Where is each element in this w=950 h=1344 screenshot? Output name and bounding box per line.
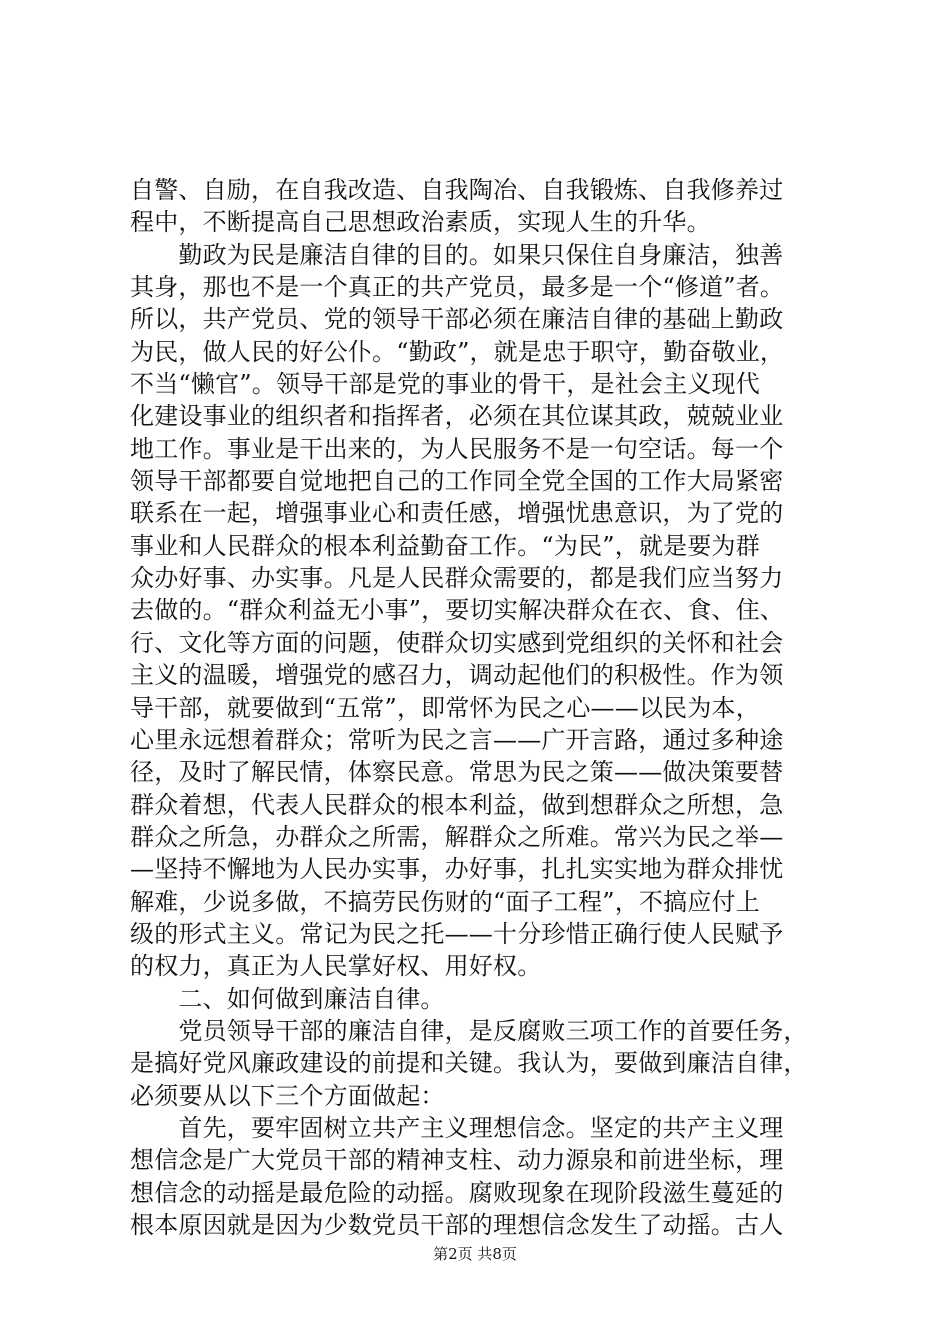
text-line: 地工作。事业是干出来的，为人民服务不是一句空话。每一个 [130,434,784,463]
text-line: 联系在一起，增强事业心和责任感，增强忧患意识，为了党的 [130,499,784,528]
text-line: 化建设事业的组织者和指挥者，必须在其位谋其政，兢兢业业 [130,402,784,431]
text-line: 导干部，就要做到“五常”，即常怀为民之心——以民为本， [130,693,760,722]
text-line: 心里永远想着群众；常听为民之言——广开言路，通过多种途 [130,725,784,754]
text-line: 程中，不断提高自己思想政治素质，实现人生的升华。 [130,208,711,237]
text-line: 领导干部都要自觉地把自己的工作同全党全国的工作大局紧密 [130,467,784,496]
text-line: 的权力，真正为人民掌好权、用好权。 [130,952,542,981]
text-line: 根本原因就是因为少数党员干部的理想信念发生了动摇。古人 [130,1211,784,1239]
text-line: 是搞好党风廉政建设的前提和关键。我认为，要做到廉洁自律， [130,1049,808,1078]
text-line: 级的形式主义。常记为民之托——十分珍惜正确行使人民赋予 [130,919,784,948]
text-line: —坚持不懈地为人民办实事，办好事，扎扎实实地为群众排忧 [130,855,784,884]
text-line: 党员领导干部的廉洁自律，是反腐败三项工作的首要任务， [130,1016,808,1045]
document-body [130,174,830,1241]
text-line: 主义的温暖，增强党的感召力，调动起他们的积极性。作为领 [130,661,784,690]
text-line: 勤政为民是廉洁自律的目的。如果只保住自身廉洁，独善 [130,240,784,269]
text-line: 所以，共产党员、党的领导干部必须在廉洁自律的基础上勤政 [130,305,784,334]
text-line: 其身，那也不是一个真正的共产党员，最多是一个“修道”者。 [130,273,785,302]
text-line: 想信念的动摇是最危险的动摇。腐败现象在现阶段滋生蔓延的 [130,1178,784,1207]
text-line: 径，及时了解民情，体察民意。常思为民之策——做决策要替 [130,758,784,787]
text-line: 不当“懒官”。领导干部是党的事业的骨干，是社会主义现代 [130,370,760,399]
text-line: 群众着想，代表人民群众的根本利益，做到想群众之所想，急 [130,790,784,819]
text-line: 解难，少说多做，不搞劳民伤财的“面子工程”，不搞应付上 [130,887,760,916]
text-line: 为民，做人民的好公仆。“勤政”，就是忠于职守，勤奋敬业， [130,337,785,366]
text-line: 去做的。“群众利益无小事”，要切实解决群众在衣、食、住、 [130,596,785,625]
page-footer: 第2页 共8页 [433,1245,517,1263]
text-line: 二、如何做到廉洁自律。 [130,984,445,1013]
text-line: 想信念是广大党员干部的精神支柱、动力源泉和前进坐标，理 [130,1146,784,1175]
text-line: 事业和人民群众的根本利益勤奋工作。“为民”，就是要为群 [130,531,760,560]
text-line: 必须要从以下三个方面做起： [130,1081,445,1110]
text-line: 众办好事、办实事。凡是人民群众需要的，都是我们应当努力 [130,564,784,593]
text-line: 群众之所急，办群众之所需，解群众之所难。常兴为民之举— [130,822,784,851]
text-line: 自警、自励，在自我改造、自我陶冶、自我锻炼、自我修养过 [130,176,784,204]
text-line: 首先，要牢固树立共产主义理想信念。坚定的共产主义理 [130,1113,784,1142]
text-line: 行、文化等方面的问题，使群众切实感到党组织的关怀和社会 [130,628,784,657]
